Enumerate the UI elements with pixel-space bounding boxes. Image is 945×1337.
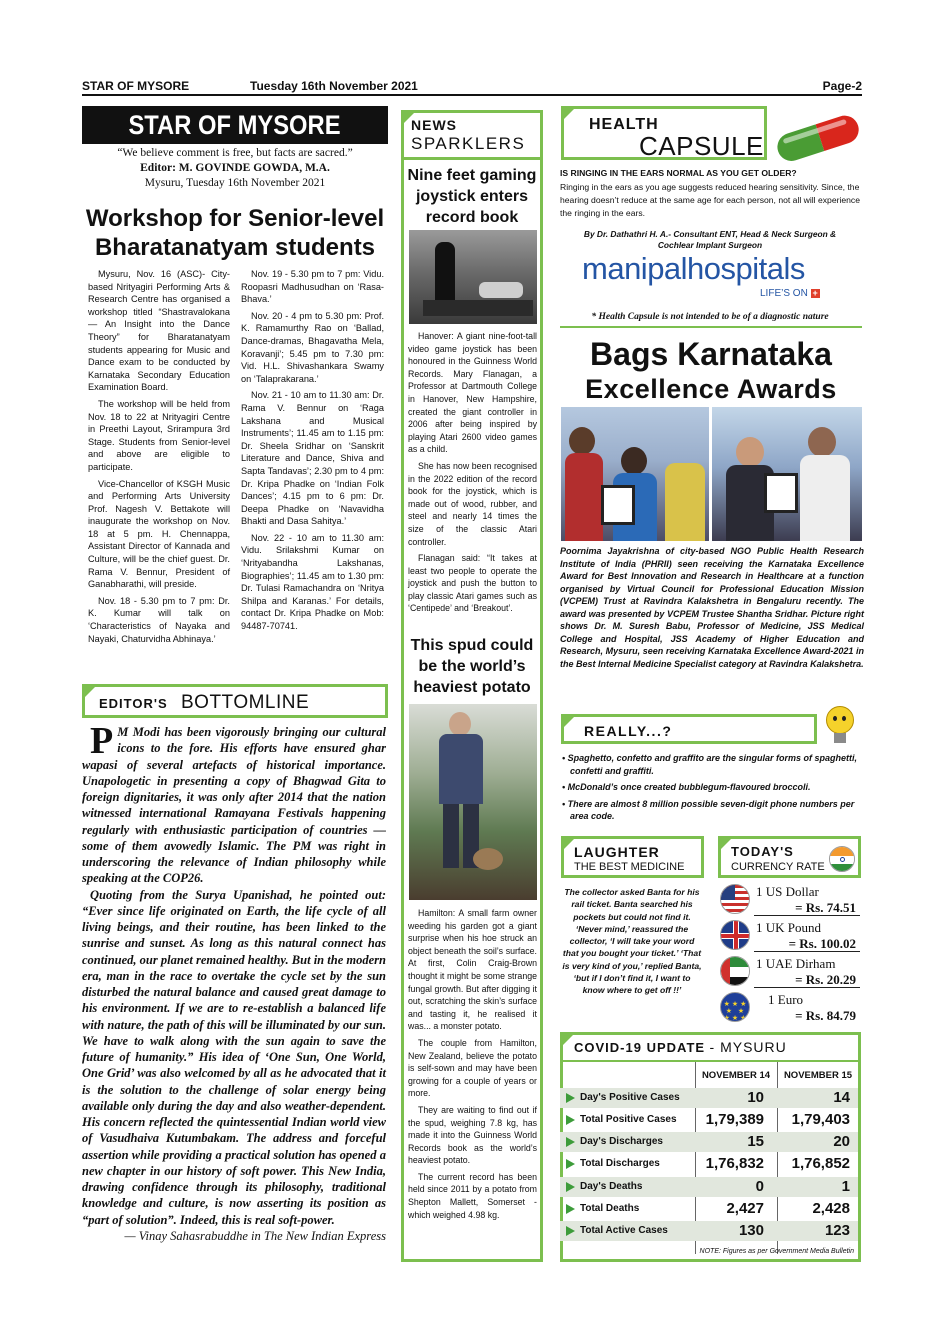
laughter-text: The collector asked Banta for his rail ticket. Banta searched his pockets but could not find it. ‘Never mind,’ reassured the collector, ‘I will take your word that you bought your ticket.’ ‘That is very kind of you,’ replied Banta, ‘but if I don’t find it, I want to know where to get off !!’ (562, 887, 702, 996)
value-nov15: 1,76,852 (791, 1155, 850, 1172)
row-label: Total Positive Cases (580, 1114, 677, 1125)
covid-label-a: COVID-19 UPDATE (574, 1040, 706, 1055)
workshop-para: Nov. 19 - 5.30 pm to 7 pm: Vidu. Roopasri Madhusudhan on ‘Rasa-Bhava.’ (241, 269, 384, 305)
currency-name: 1 Euro (768, 992, 804, 1007)
workshop-headline: Workshop for Senior-level Bharatanatyam students (85, 205, 385, 261)
row-label: Day's Deaths (580, 1181, 643, 1192)
currency-row (718, 954, 860, 990)
workshop-para: Nov. 18 - 5.30 pm to 7 pm: Dr. K. Kumar will talk on ‘Characteristics of Nayaka and Nayaki, Chaturvidha Abhinaya.’ (88, 595, 230, 644)
covid-col-header-2: NOVEMBER 15 (783, 1070, 853, 1081)
awards-headline-2: Excellence Awards (585, 374, 837, 404)
capsule-pill-icon (772, 106, 866, 171)
health-disclaimer: * Health Capsule is not intended to be of a diagnostic nature (591, 312, 829, 322)
paper-name: STAR OF MYSORE (82, 79, 190, 93)
table-row (560, 1132, 858, 1152)
value-nov14: 15 (747, 1133, 764, 1150)
story-para: Hamilton: A small farm owner weeding his garden got a giant surprise when his hoe struck an object beneath the soil’s surface. At first, Colin Craig-Brown thought it might be some strange fungal growth. But after digging it out, scratching the skin’s surface and tasting it, he realised it was... a monster potato. (408, 908, 537, 1032)
row-label: Total Active Cases (580, 1225, 668, 1236)
issue-date: Tuesday 16th November 2021 (250, 79, 418, 93)
list-item: • McDonald’s once created bubblegum-flavoured broccoli. (562, 782, 811, 792)
awards-photo-left (561, 407, 709, 541)
awards-photo-right (712, 407, 862, 541)
logo-text: STAR OF MYSORE (128, 110, 342, 140)
currency-name: 1 UAE Dirham (756, 956, 836, 971)
table-row (560, 1088, 858, 1108)
workshop-col2 (241, 268, 384, 633)
sparklers-label-a: NEWS (411, 117, 457, 133)
manipal-logo: manipalhospitals (582, 251, 805, 286)
bottomline-para: P M Modi has been vigorously bringing our cultural icons to the fore. His efforts have ensured ghar wapasi of several artefacts of historical importance. Unapologetic in presenting a copy of Bhagwad Gita to foreign dignitaries, it was only after 2014 that the nation witnessed international Ramayana Festivals happening regularly with enthusiastic participation of countries — some of them avowedly Islamic. The PM was right in underscoring the relevance of Indian philosophy while speaking at the COP26. (82, 720, 386, 886)
table-row (560, 1154, 858, 1174)
star-of-mysore-logo (82, 106, 388, 144)
story-para: The couple from Hamilton, New Zealand, believe the potato is self-sown and may have been growing for a couple of years or more. (408, 1037, 537, 1099)
eu-flag-icon: ★ ★ ★ ★ ★ ★ ★ ★ (720, 992, 750, 1022)
page-number: Page-2 (822, 79, 862, 93)
editorial-info (82, 146, 388, 191)
lightbulb-icon (822, 704, 858, 748)
health-label-b: CAPSULE (639, 131, 764, 161)
plus-icon: + (812, 288, 818, 298)
currency-value: = Rs. 20.29 (795, 972, 856, 987)
bottomline-label-b: BOTTOMLINE (181, 692, 310, 713)
currency-row (718, 918, 860, 954)
health-byline (560, 229, 860, 251)
workshop-para: Nov. 20 - 4 pm to 5.30 pm: Prof. K. Ramamurthy Rao on ‘Ballad, Dance-dramas, Bhagavatha Mela, Koravanji’; 5.45 pm to 7.30 pm: Vid. H.L. Shivashankara Swamy on ‘Talaprakarana.’ (241, 310, 384, 384)
byline-line1: By Dr. Dathathri H. A.- Consultant ENT, Head & Neck Surgeon & (583, 229, 837, 239)
row-label: Day's Positive Cases (580, 1092, 680, 1103)
health-answer: Ringing in the ears as you age suggests reduced hearing sensitivity. Since, the hearing doesn’t reduce at the same age for each person, not all will experience the ringing in the ears. (560, 182, 861, 218)
table-row (560, 1177, 858, 1197)
currency-value: = Rs. 100.02 (788, 936, 856, 951)
value-nov14: 10 (747, 1089, 764, 1106)
list-item: • There are almost 8 million possible seven-digit phone numbers per area code. (562, 798, 855, 821)
story-para: The current record has been held since 2011 by a potato from Shepton Mallett, Somerset - which weighed 4.98 kg. (408, 1171, 537, 1220)
potato-photo (409, 704, 537, 900)
motto: “We believe comment is free, but facts are sacred.” (117, 147, 353, 159)
sparklers-label-b: SPARKLERS (411, 134, 526, 153)
sparklers-divider (404, 157, 540, 160)
masthead (82, 78, 862, 96)
awards-headline-1: Bags Karnataka (590, 336, 832, 372)
laughter-label-a: LAUGHTER (574, 844, 660, 860)
currency-label-b: CURRENCY RATE (731, 861, 825, 873)
potato-story (408, 907, 537, 1221)
workshop-para: Mysuru, Nov. 16 (ASC)- City-based Nrityagiri Performing Arts & Research Centre has organised a workshop titled “Shastravalokana — An Insight into the Dance Theory” for Bharatanatyam students appearing for Music and Dance exam to be conducted by Karnataka Secondary Education Examination Board. (88, 269, 230, 393)
awards-caption: Poornima Jayakrishna of city-based NGO Public Health Research Institute of India (PHRII) seen receiving the Karnataka Excellence Award for Best Innovation and Research in Healthcare at a function organised by Virtual Council for Professional Education Mission (VCPEM) Trust at Ravindra Kalakshetra in Bengaluru recently. The award was presented by VCPEM Trustee Shantha Sridhar. Picture right shows Dr. M. Suresh Babu, Professor of Medicine, JSS Medical College and Hospital, JSS Academy of Higher Education and Research, Mysuru, seen receiving Karnataka Excellence Award-2021 in the Best Internal Medicine Specialist category at Ravindra Kalakshetra. (560, 546, 864, 669)
india-flag-icon (829, 846, 855, 872)
really-label: REALLY...? (584, 723, 673, 739)
list-item: • Spaghetto, confetto and graffito are the singular forms of spaghetti, confetti and graffiti. (562, 753, 858, 776)
editor-name: Editor: M. GOVINDE GOWDA, M.A. (140, 162, 330, 174)
value-nov15: 1 (841, 1178, 850, 1195)
joystick-headline: Nine feet gaming joystick enters record book (407, 167, 537, 226)
row-label: Total Discharges (580, 1158, 660, 1169)
health-divider (560, 326, 862, 328)
workshop-para: Nov. 21 - 10 am to 11.30 am: Dr. Rama V. Bennur on ‘Raga Lakshana and Musical Instruments’; 11.45 am to 1.15 pm: Dr. Sheela Sridhar on ‘Sanskrit Literature and Dance, Shiva and Sapta Tandavas’; 2.30 pm to 4 pm: Dr. Kripa Phadke on ‘Indian Folk Dances’; 4.15 pm to 6 pm: Dr. Deepa Phadke on ‘Navavidha Bhakti and Dasa Sahitya.’ (241, 390, 384, 527)
story-para: She has now been recognised in the 2022 edition of the record book for the joystick, which is made out of wood, rubber, and steel and nearly 14 times the size of the classic Atari controller. (408, 460, 537, 547)
uk-flag-icon (720, 920, 750, 950)
story-para: Hanover: A giant nine-foot-tall video game joystick has been honoured in the Guinness World Records. Mary Flanagan, a Professor at Dartmouth College in Hanover, New Hampshire, created the giant controller in 2006 after being inspired by playing Atari 2600 video games as a child. (408, 331, 537, 455)
value-nov15: 1,79,403 (791, 1111, 850, 1128)
laughter-label-b: THE BEST MEDICINE (574, 861, 685, 873)
joystick-photo (409, 230, 537, 324)
bottomline-label-box (82, 684, 388, 718)
value-nov14: 130 (738, 1222, 764, 1239)
byline-line2: Cochlear Implant Surgeon (657, 240, 763, 250)
bottomline-label-a: EDITOR'S (99, 696, 168, 711)
story-para: They are waiting to find out if the spud, weighing 7.8 kg, has made it into the Guinness World Records book as the world’s heaviest potato. (408, 1104, 537, 1166)
health-question: IS RINGING IN THE EARS NORMAL AS YOU GET OLDER? (560, 168, 797, 178)
value-nov14: 0 (755, 1178, 764, 1195)
manipal-tagline (760, 288, 820, 299)
row-label: Day's Discharges (580, 1136, 663, 1147)
currency-name: 1 UK Pound (756, 920, 822, 935)
covid-title-divider (563, 1060, 858, 1062)
table-row (560, 1199, 858, 1219)
covid-label-b: - MYSURU (709, 1039, 787, 1055)
covid-col-header-1: NOVEMBER 14 (701, 1070, 771, 1081)
value-nov14: 1,76,832 (705, 1155, 764, 1172)
health-label-a: HEALTH (589, 116, 659, 133)
story-para: Flanagan said: “It takes at least two people to operate the joystick and push the button to play classic Atari games such as ‘Centipede’ and ‘Breakout’. (408, 553, 537, 614)
bottomline-body (82, 720, 386, 1244)
value-nov14: 2,427 (726, 1200, 764, 1217)
workshop-col1 (88, 268, 230, 645)
drop-cap: P (90, 720, 114, 762)
value-nov15: 14 (833, 1089, 850, 1106)
covid-note: NOTE: Figures as per Government Media Bulletin (699, 1248, 854, 1255)
health-capsule-label-box (561, 106, 767, 160)
currency-row (718, 990, 860, 1026)
table-row (560, 1221, 858, 1241)
bottomline-byline: — Vinay Sahasrabuddhe in The New Indian Express (124, 1228, 386, 1243)
bottomline-para: Quoting from the Surya Upanishad, he pointed out: “Ever since life originated on Earth, the life cycle of all living beings, and their routine, has been linked to the sunrise and sunset. As long as this natural connect has continued, our planet remained healthy. But in the modern era, man in the race to overtake the cycle set by the sun disturbed the natural balance and caused great damage to his environment. If we are to re-establish a balanced life with nature, the path of this will be illuminated by our sun. We have to walk along with the sun again to save the future of humanity.” His idea of ‘One Sun, One World, One Grid’ was also welcomed by all as he advocated that it is the solution to the challenge of solar energy being available only during the day and also weather-dependent. His concern reflected the quintessential Indian world view of Vasudhaiva Kutumbakam. The address and forceful assertion while providing a practical solution has opened a new chapter in our history of soft power. This New India, drawing confidence through its philosophy, traditional knowledge and culture, is now asserting its position as “part of solution”. Indeed, this is real soft-power. (82, 887, 386, 1227)
really-label-box (561, 714, 817, 744)
potato-headline: This spud could be the world’s heaviest potato (410, 637, 534, 696)
us-flag-icon (720, 884, 750, 914)
covid-title (574, 1039, 787, 1057)
currency-label-box (718, 836, 861, 878)
joystick-story (408, 330, 537, 615)
value-nov15: 123 (824, 1222, 850, 1239)
tagline-text: LIFE’S ON (760, 288, 808, 299)
value-nov15: 20 (833, 1133, 850, 1150)
currency-label-a: TODAY'S (731, 844, 794, 859)
workshop-para: Nov. 22 - 10 am to 11.30 am: Vidu. Srilakshmi Kumar on ‘Nrityabandha Lakshanas, Biographies’; 11.45 am to 1.30 pm: Dr. Tulasi Ramachandra on ‘Nritya Shilpa and Karanas.’ For details, contact Dr. Kripa Phadke on Mob: 94487-70741. (241, 532, 384, 632)
row-label: Total Deaths (580, 1203, 640, 1214)
workshop-para: Vice-Chancellor of KSGH Music and Performing Arts University Prof. Nagesh V. Bettakote will inaugurate the workshop on Nov. 18 at 5 pm. H. Chennappa, Assistant Director of Kannada and Culture, will be the chief guest. Dr. Rama V. Bennur, President of Ganabharathi, will preside. (88, 478, 230, 590)
currency-name: 1 US Dollar (756, 884, 819, 899)
value-nov15: 2,428 (812, 1200, 850, 1217)
currency-row (718, 882, 860, 918)
currency-value: = Rs. 74.51 (795, 900, 856, 915)
uae-flag-icon (720, 956, 750, 986)
laughter-label-box (561, 836, 704, 878)
workshop-para: The workshop will be held from Nov. 18 to 22 at Nrityagiri Centre in Preethi Layout, Srirampura 3rd Stage. Students from Senior-level and above are eligible to participate. (88, 398, 230, 472)
currency-value: = Rs. 84.79 (795, 1008, 856, 1023)
place-date: Mysuru, Tuesday 16th November 2021 (144, 177, 326, 189)
really-list (560, 752, 864, 827)
table-row (560, 1110, 858, 1130)
value-nov14: 1,79,389 (705, 1111, 764, 1128)
